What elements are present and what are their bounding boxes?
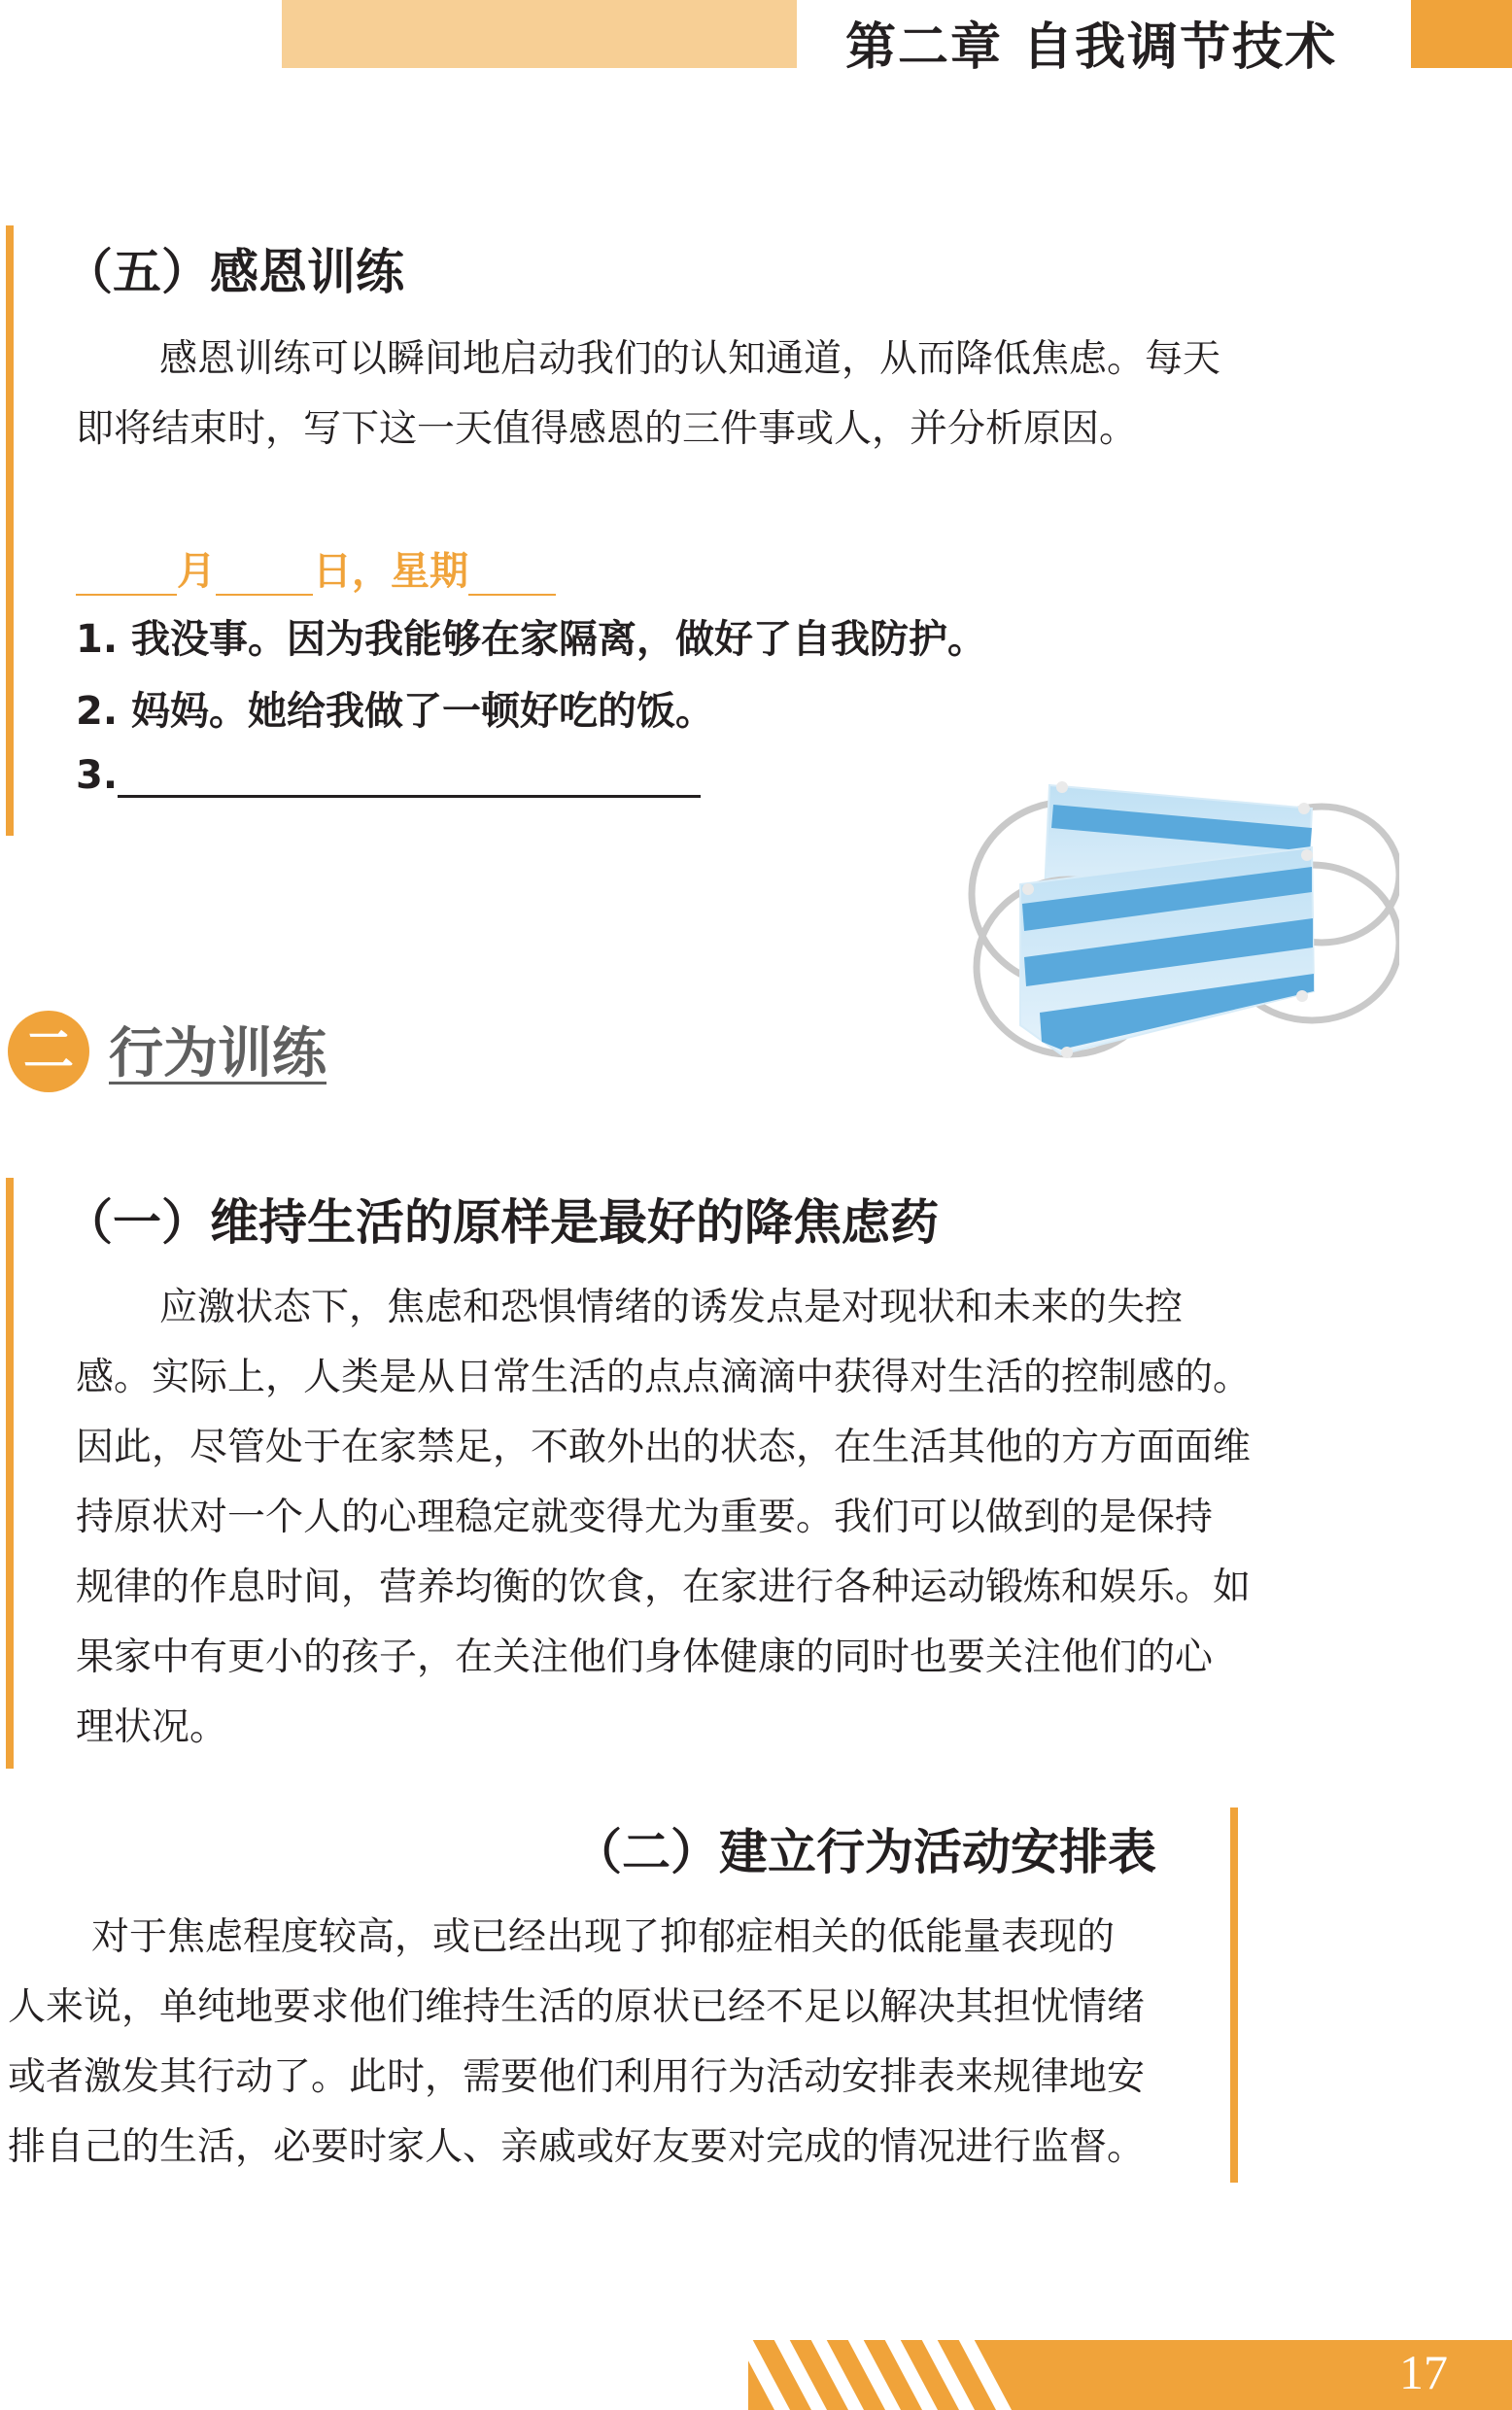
gratitude-entry-2: 2. 妈妈。她给我做了一顿好吃的饭。: [76, 689, 714, 734]
paragraph-line: 或者激发其行动了。此时，需要他们利用行为活动安排表来规律地安: [8, 2055, 1146, 2099]
header-accent-block: [1411, 0, 1512, 68]
paragraph-line: 持原状对一个人的心理稳定就变得尤为重要。我们可以做到的是保持: [76, 1496, 1214, 1539]
header-accent-bar: [282, 0, 797, 68]
entry-3-number: 3.: [76, 753, 119, 798]
entry-3-blank[interactable]: [118, 752, 701, 798]
date-line: [76, 540, 556, 596]
gratitude-entry-1: 1. 我没事。因为我能够在家隔离，做好了自我防护。: [76, 617, 986, 662]
paragraph-line: 应激状态下，焦虑和恐惧情绪的诱发点是对现状和未来的失控: [159, 1286, 1184, 1329]
gratitude-accent-bar: [6, 225, 14, 836]
paragraph-line: 即将结束时，写下这一天值得感恩的三件事或人，并分析原因。: [76, 407, 1138, 451]
paragraph-line: 人来说，单纯地要求他们维持生活的原状已经不足以解决其担忧情绪: [8, 1985, 1146, 2029]
schedule-paragraph: [8, 1903, 1213, 2183]
weekday-blank[interactable]: [468, 551, 556, 596]
maintain-heading: （一）维持生活的原样是最好的降焦虑药: [64, 1194, 939, 1251]
chapter-title: 第二章 自我调节技术: [845, 18, 1338, 77]
footer-bar: [748, 2340, 1512, 2410]
paragraph-line: 果家中有更小的孩子，在关注他们身体健康的同时也要关注他们的心: [76, 1635, 1214, 1679]
face-mask-illustration: [952, 758, 1399, 1079]
paragraph-line: 感恩训练可以瞬间地启动我们的认知通道，从而降低焦虑。每天: [159, 337, 1221, 381]
paragraph-line: 理状况。: [76, 1705, 228, 1749]
paragraph-line: 对于焦虑程度较高，或已经出现了抑郁症相关的低能量表现的: [91, 1915, 1116, 1959]
paragraph-line: 因此，尽管处于在家禁足，不敢外出的状态，在生活其他的方方面面维: [76, 1426, 1252, 1469]
section-number: 二: [22, 1022, 74, 1081]
gratitude-heading: （五）感恩训练: [64, 244, 404, 300]
mask-front: [1020, 847, 1314, 1054]
paragraph-line: 感。实际上，人类是从日常生活的点点滴滴中获得对生活的控制感的。: [76, 1356, 1252, 1399]
gratitude-paragraph: [76, 325, 1242, 465]
page-number: 17: [1399, 2345, 1448, 2399]
month-blank[interactable]: [76, 551, 177, 596]
paragraph-line: 排自己的生活，必要时家人、亲戚或好友要对完成的情况进行监督。: [8, 2125, 1146, 2169]
day-blank[interactable]: [216, 551, 313, 596]
maintain-accent-bar: [6, 1178, 14, 1769]
schedule-accent-bar: [1230, 1808, 1238, 2183]
date-month-label: 月: [177, 549, 216, 594]
schedule-heading: （二）建立行为活动安排表: [573, 1824, 1156, 1880]
date-day-label: 日，星期: [313, 549, 468, 594]
maintain-paragraph: [76, 1273, 1261, 1763]
section-title: 行为训练: [109, 1022, 326, 1085]
paragraph-line: 规律的作息时间，营养均衡的饮食，在家进行各种运动锻炼和娱乐。如: [76, 1566, 1252, 1609]
gratitude-entry-3: [76, 752, 701, 798]
